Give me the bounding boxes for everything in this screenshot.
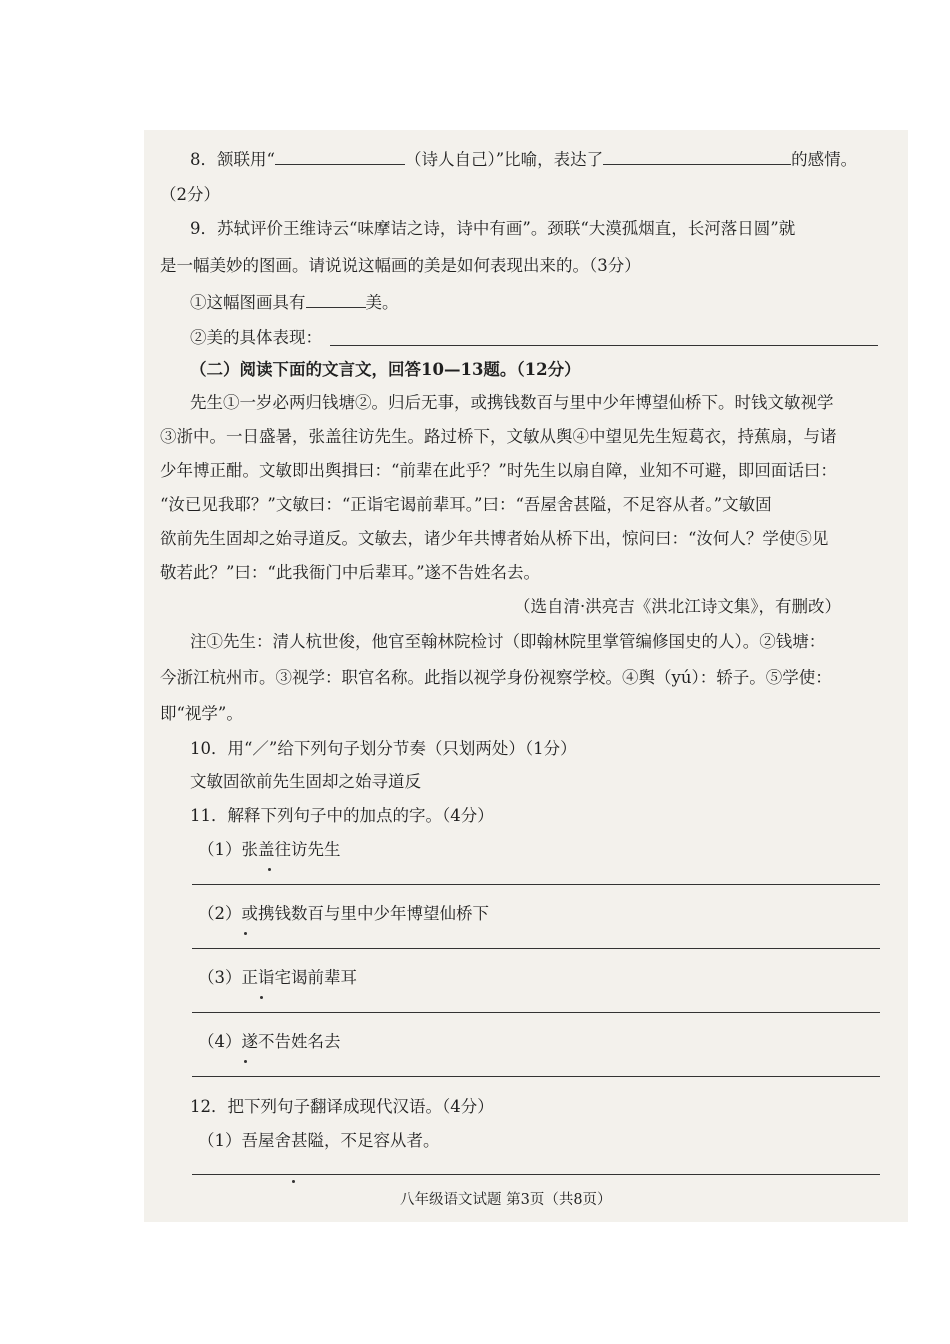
q9-answer-line[interactable]: [330, 345, 878, 346]
passage-line: 少年博正酣。文敏即出舆揖曰：“前辈在此乎？”时先生以扇自障，业知不可避，即回面话曰：: [160, 461, 837, 480]
passage-line: “汝已见我耶？”文敏曰：“正诣宅谒前辈耳。”曰：“吾屋舍甚隘，不足容从者。”文敏固: [160, 495, 772, 514]
passage-line: ③浙中。一日盛暑，张盖往访先生。路过桥下，文敏从舆④中望见先生短葛衣，持蕉扇，与诸: [160, 427, 837, 446]
q11-answer-line-2[interactable]: [192, 948, 880, 949]
q8-blank-2[interactable]: [603, 148, 791, 165]
q12-item-1: （1）吾屋舍甚隘，不足容从者。: [198, 1131, 440, 1150]
emphasis-dot: [268, 868, 271, 871]
note-line: 注①先生：清人杭世俊，他官至翰林院检讨（即翰林院里掌管编修国史的人）。②钱塘：: [190, 632, 826, 651]
q9-part-2: ②美的具体表现：: [190, 328, 322, 347]
q11-answer-line-3[interactable]: [192, 1012, 880, 1013]
note-line: 即“视学”。: [160, 704, 243, 723]
q9-part-1: [190, 291, 399, 314]
question-10-sentence[interactable]: 文敏固欲前先生固却之始寻道反: [190, 772, 421, 791]
question-11-stem: 11．解释下列句子中的加点的字。（4分）: [190, 806, 494, 825]
q9-part1-blank[interactable]: [306, 291, 366, 308]
q11-item-4: （4）遂不告姓名去: [198, 1032, 341, 1051]
passage-source: （选自清·洪亮吉《洪北江诗文集》，有删改）: [514, 597, 841, 616]
q8-score: （2分）: [160, 185, 220, 204]
passage-line: 欲前先生固却之始寻道反。文敏去，诸少年共博者始从桥下出，惊问曰：“汝何人？学使⑤见: [160, 529, 829, 548]
section-2-heading: （二）阅读下面的文言文，回答10—13题。（12分）: [190, 360, 581, 379]
note-line: 今浙江杭州市。③视学：职官名称。此指以视学身份视察学校。④舆（yú）：轿子。⑤学使：: [160, 668, 832, 687]
q9-line-2: 是一幅美妙的图画。请说说这幅画的美是如何表现出来的。（3分）: [160, 256, 641, 275]
passage-line: 先生①一岁必两归钱塘②。归后无事，或携钱数百与里中少年博望仙桥下。时钱文敏视学: [190, 393, 834, 412]
q11-answer-line-1[interactable]: [192, 884, 880, 885]
emphasis-dot: [292, 1180, 295, 1183]
q8-prefix: 8．颔联用“: [190, 150, 275, 169]
q9-part1-prefix: ①这幅图画具有: [190, 293, 306, 312]
question-12-stem: 12．把下列句子翻译成现代汉语。（4分）: [190, 1097, 494, 1116]
question-10-stem: 10．用“／”给下列句子划分节奏（只划两处）（1分）: [190, 739, 577, 758]
q9-line-1: 9．苏轼评价王维诗云“味摩诘之诗，诗中有画”。颈联“大漠孤烟直，长河落日圆”就: [190, 219, 796, 238]
q8-suffix: 的感情。: [791, 150, 858, 169]
passage-line: 敬若此？”曰：“此我衙门中后辈耳。”遂不告姓名去。: [160, 563, 541, 582]
q11-answer-line-4[interactable]: [192, 1076, 880, 1077]
q8-blank-1[interactable]: [275, 148, 405, 165]
emphasis-dot: [260, 996, 263, 999]
q11-item-2: （2）或携钱数百与里中少年博望仙桥下: [198, 904, 489, 923]
emphasis-dot: [244, 932, 247, 935]
question-8: [190, 148, 857, 171]
q12-answer-line-1[interactable]: [192, 1174, 880, 1175]
q11-item-3: （3）正诣宅谒前辈耳: [198, 968, 357, 987]
q9-part1-suffix: 美。: [365, 293, 399, 312]
q11-item-1: （1）张盖往访先生: [198, 840, 341, 859]
page-footer: 八年级语文试题 第3页（共8页）: [400, 1192, 612, 1208]
q8-middle: （诗人自己）”比喻，表达了: [404, 150, 604, 169]
emphasis-dot: [244, 1060, 247, 1063]
